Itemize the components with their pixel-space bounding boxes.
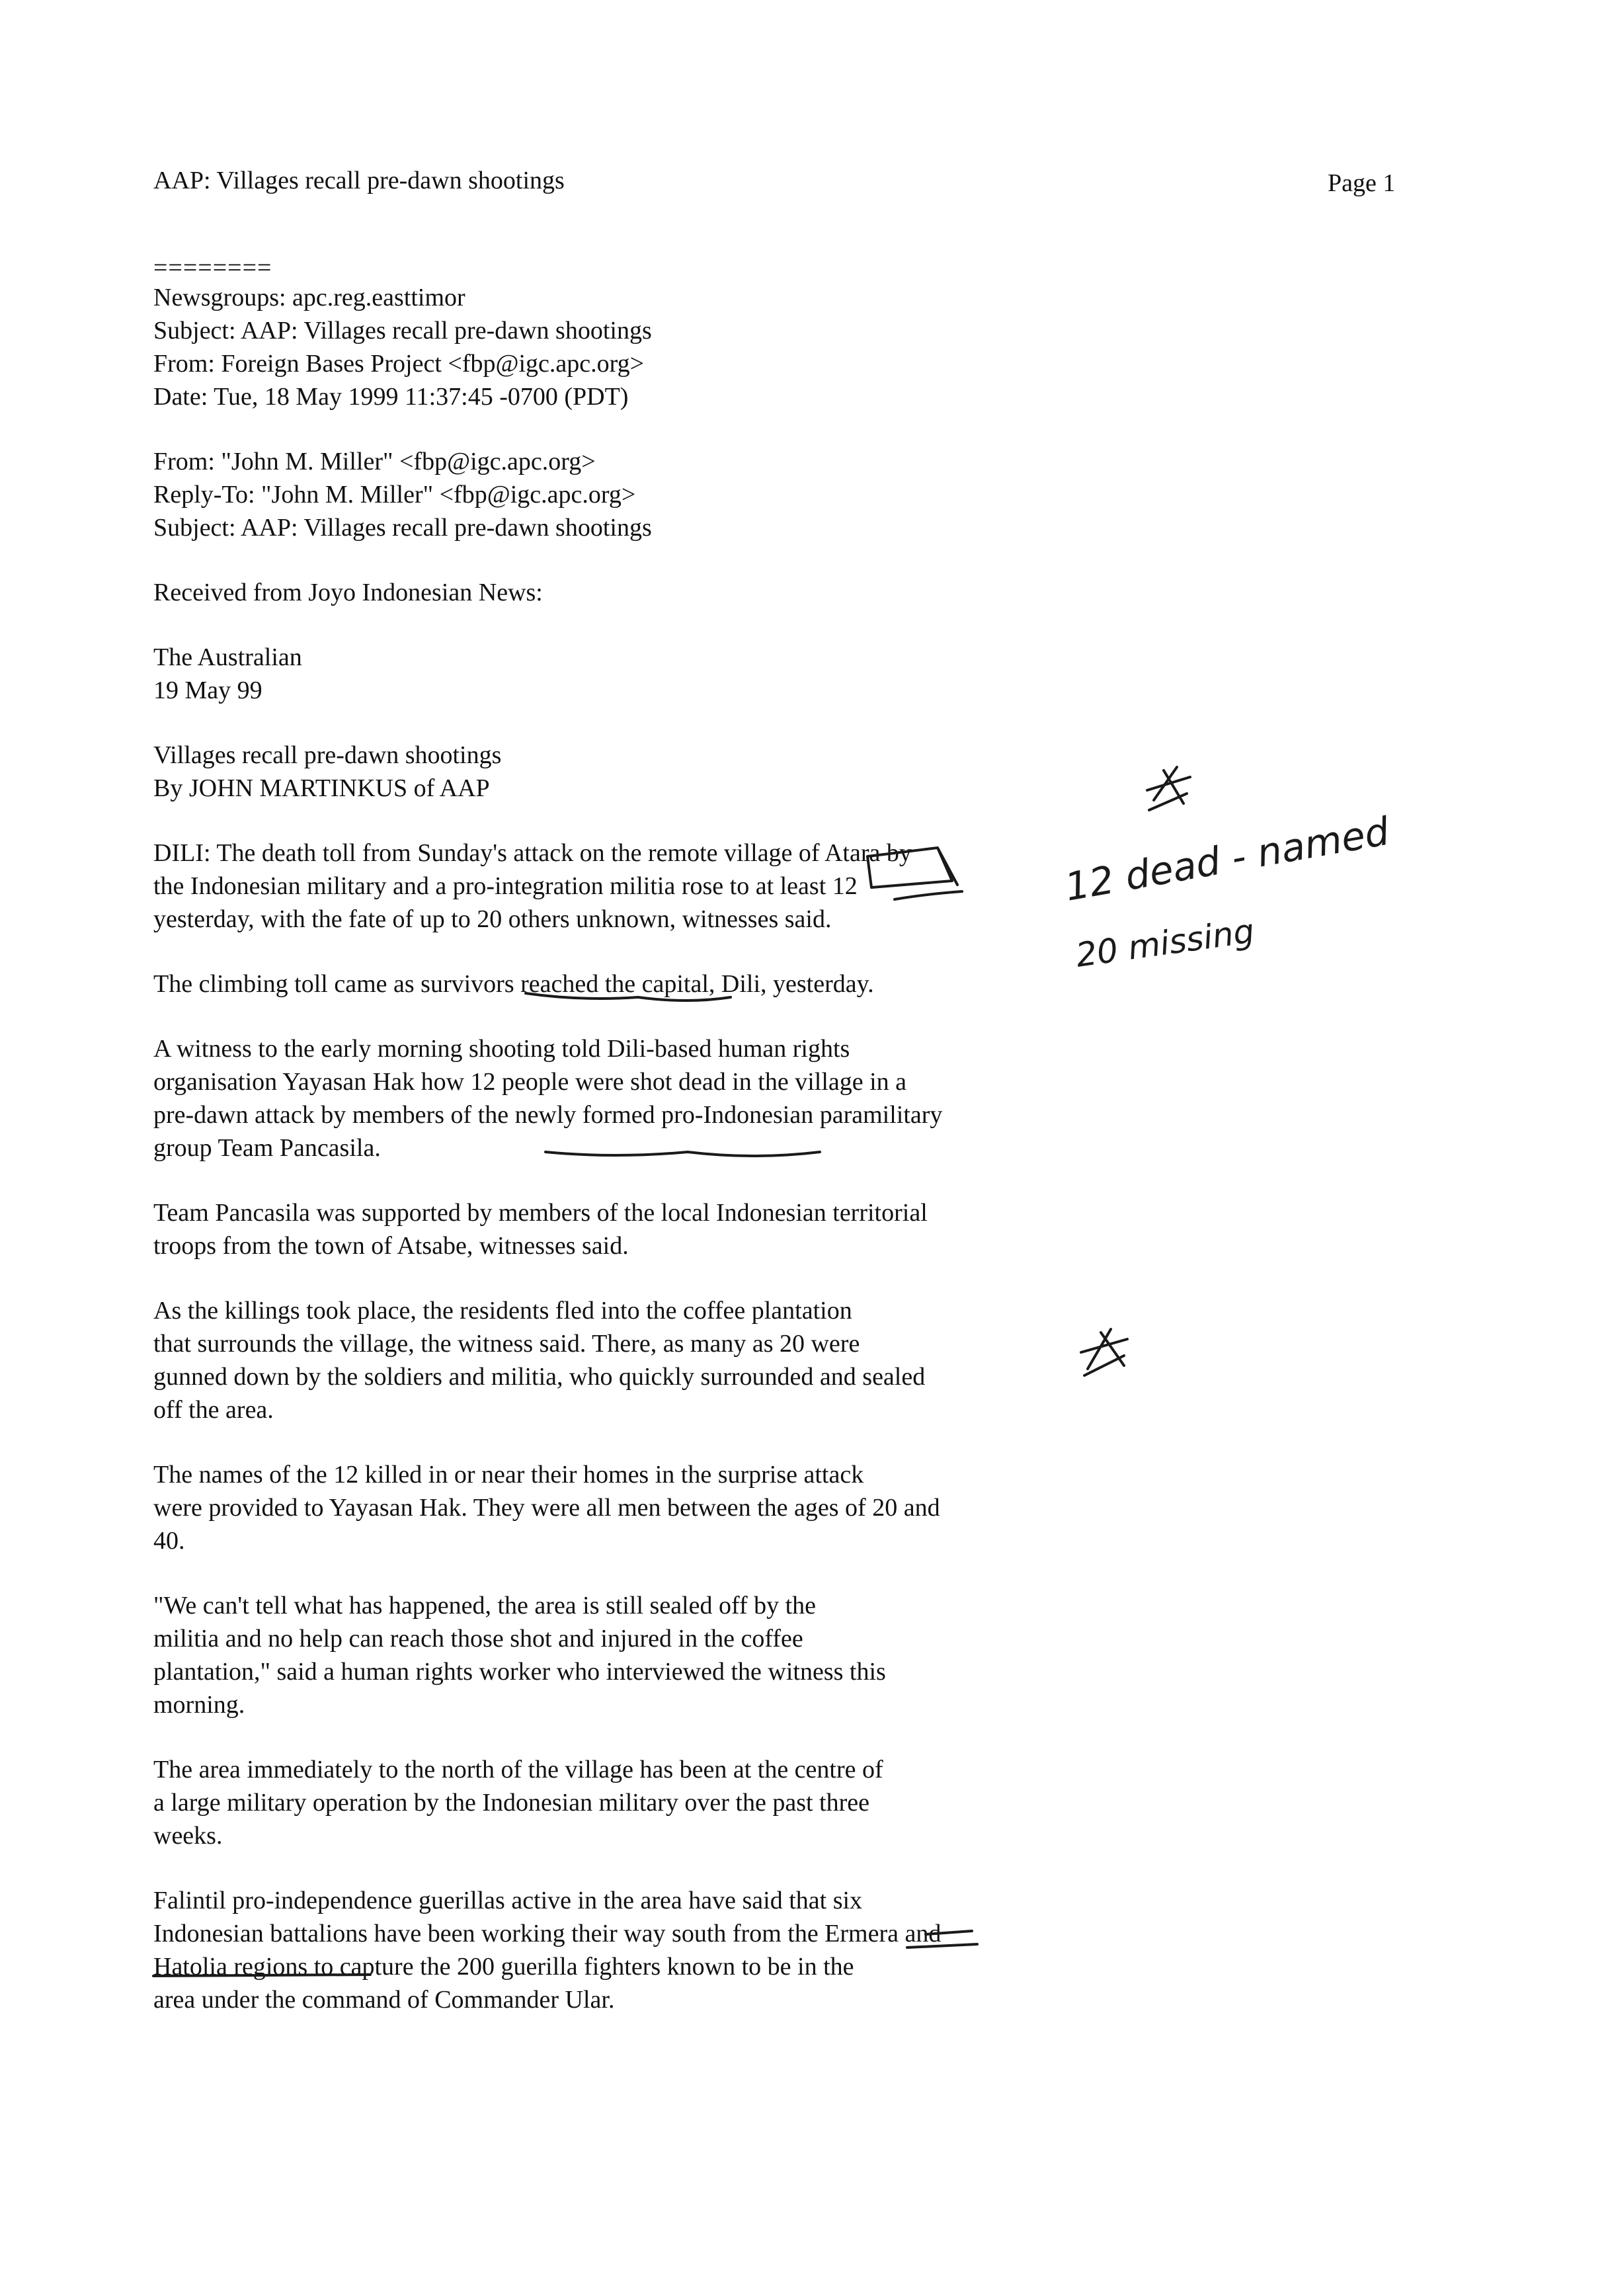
paragraph-line: DILI: The death toll from Sunday's attack on the remote village of Atara by — [153, 839, 912, 867]
paragraph-line: morning. — [153, 1691, 245, 1719]
article-paragraph — [153, 1589, 1066, 1721]
article-paragraph — [153, 1884, 1066, 2016]
message-header-block — [153, 255, 1066, 413]
subject-line: Subject: AAP: Villages recall pre-dawn shootings — [153, 317, 652, 345]
paragraph-line: The climbing toll came as survivors reached the capital, Dili, yesterday. — [153, 970, 874, 998]
document-body — [153, 255, 1066, 2048]
paragraph-line: organisation Yayasan Hak how 12 people were shot dead in the village in a — [153, 1068, 907, 1096]
paragraph-line: "We can't tell what has happened, the area is still sealed off by the — [153, 1592, 817, 1620]
paragraph-line: As the killings took place, the residents fled into the coffee plantation — [153, 1297, 852, 1325]
source-date: 19 May 99 — [153, 676, 262, 704]
article-paragraph — [153, 837, 1066, 936]
paragraph-line: plantation," said a human rights worker who interviewed the witness this — [153, 1658, 886, 1686]
paragraph-line: Falintil pro-independence guerillas active in the area have said that six — [153, 1887, 863, 1914]
article-paragraph — [153, 1196, 1066, 1262]
article-paragraph — [153, 1753, 1066, 1852]
forward-header-block — [153, 445, 1066, 544]
annotation-line-2: 20 missing — [1073, 911, 1257, 975]
paragraph-line: Team Pancasila was supported by members of the local Indonesian territorial — [153, 1199, 928, 1227]
article-headline: Villages recall pre-dawn shootings — [153, 741, 502, 769]
article-paragraph — [153, 1458, 1066, 1557]
paragraph-line: were provided to Yayasan Hak. They were all men between the ages of 20 and — [153, 1494, 940, 1522]
source-name: The Australian — [153, 643, 302, 671]
paragraph-line: A witness to the early morning shooting told Dili-based human rights — [153, 1035, 850, 1063]
article-paragraph — [153, 967, 1066, 1001]
paragraph-line: pre-dawn attack by members of the newly formed pro-Indonesian paramilitary — [153, 1101, 943, 1129]
paragraph-line: The names of the 12 killed in or near their homes in the surprise attack — [153, 1461, 864, 1489]
received-line: Received from Joyo Indonesian News: — [153, 579, 543, 606]
separator-line: ======== — [153, 254, 272, 282]
paragraph-line: troops from the town of Atsabe, witnesses said. — [153, 1232, 629, 1260]
paragraph-line: The area immediately to the north of the village has been at the centre of — [153, 1756, 883, 1784]
paragraph-line: militia and no help can reach those shot and injured in the coffee — [153, 1625, 803, 1653]
source-block — [153, 641, 1066, 707]
paragraph-line: Hatolia regions to capture the 200 guerilla fighters known to be in the — [153, 1953, 854, 1981]
margin-star-mark-2 — [1081, 1329, 1127, 1375]
margin-star-mark-1 — [1147, 767, 1190, 810]
paragraph-line: weeks. — [153, 1822, 223, 1850]
paragraph-line: off the area. — [153, 1396, 274, 1424]
article-byline: By JOHN MARTINKUS of AAP — [153, 774, 490, 802]
headline-block — [153, 739, 1066, 805]
date-line: Date: Tue, 18 May 1999 11:37:45 -0700 (PDT) — [153, 383, 629, 411]
paragraph-line: gunned down by the soldiers and militia, who quickly surrounded and sealed — [153, 1363, 926, 1391]
paragraph-line: yesterday, with the fate of up to 20 others unknown, witnesses said. — [153, 905, 832, 933]
from-line: From: Foreign Bases Project <fbp@igc.apc.org> — [153, 350, 645, 378]
page-header-title: AAP: Villages recall pre-dawn shootings — [153, 167, 565, 194]
paragraph-line: Indonesian battalions have been working their way south from the Ermera and — [153, 1920, 942, 1948]
paragraph-line: group Team Pancasila. — [153, 1134, 381, 1162]
page-number: Page 1 — [1328, 169, 1396, 197]
paragraph-line: area under the command of Commander Ular. — [153, 1986, 615, 2014]
paragraph-line: a large military operation by the Indonesian military over the past three — [153, 1789, 869, 1817]
from-line-2: From: "John M. Miller" <fbp@igc.apc.org> — [153, 448, 596, 475]
annotation-line-1: 12 dead - named — [1061, 808, 1393, 910]
received-line-block — [153, 576, 1066, 609]
reply-to-line: Reply-To: "John M. Miller" <fbp@igc.apc.org> — [153, 481, 636, 509]
article-paragraph — [153, 1032, 1066, 1165]
subject-line-2: Subject: AAP: Villages recall pre-dawn shootings — [153, 514, 652, 542]
paragraph-line: the Indonesian military and a pro-integration militia rose to at least 12 — [153, 872, 858, 900]
paragraph-line: that surrounds the village, the witness said. There, as many as 20 were — [153, 1330, 860, 1358]
paragraph-line: 40. — [153, 1527, 185, 1555]
article-paragraph — [153, 1294, 1066, 1426]
newsgroups-line: Newsgroups: apc.reg.easttimor — [153, 284, 465, 311]
